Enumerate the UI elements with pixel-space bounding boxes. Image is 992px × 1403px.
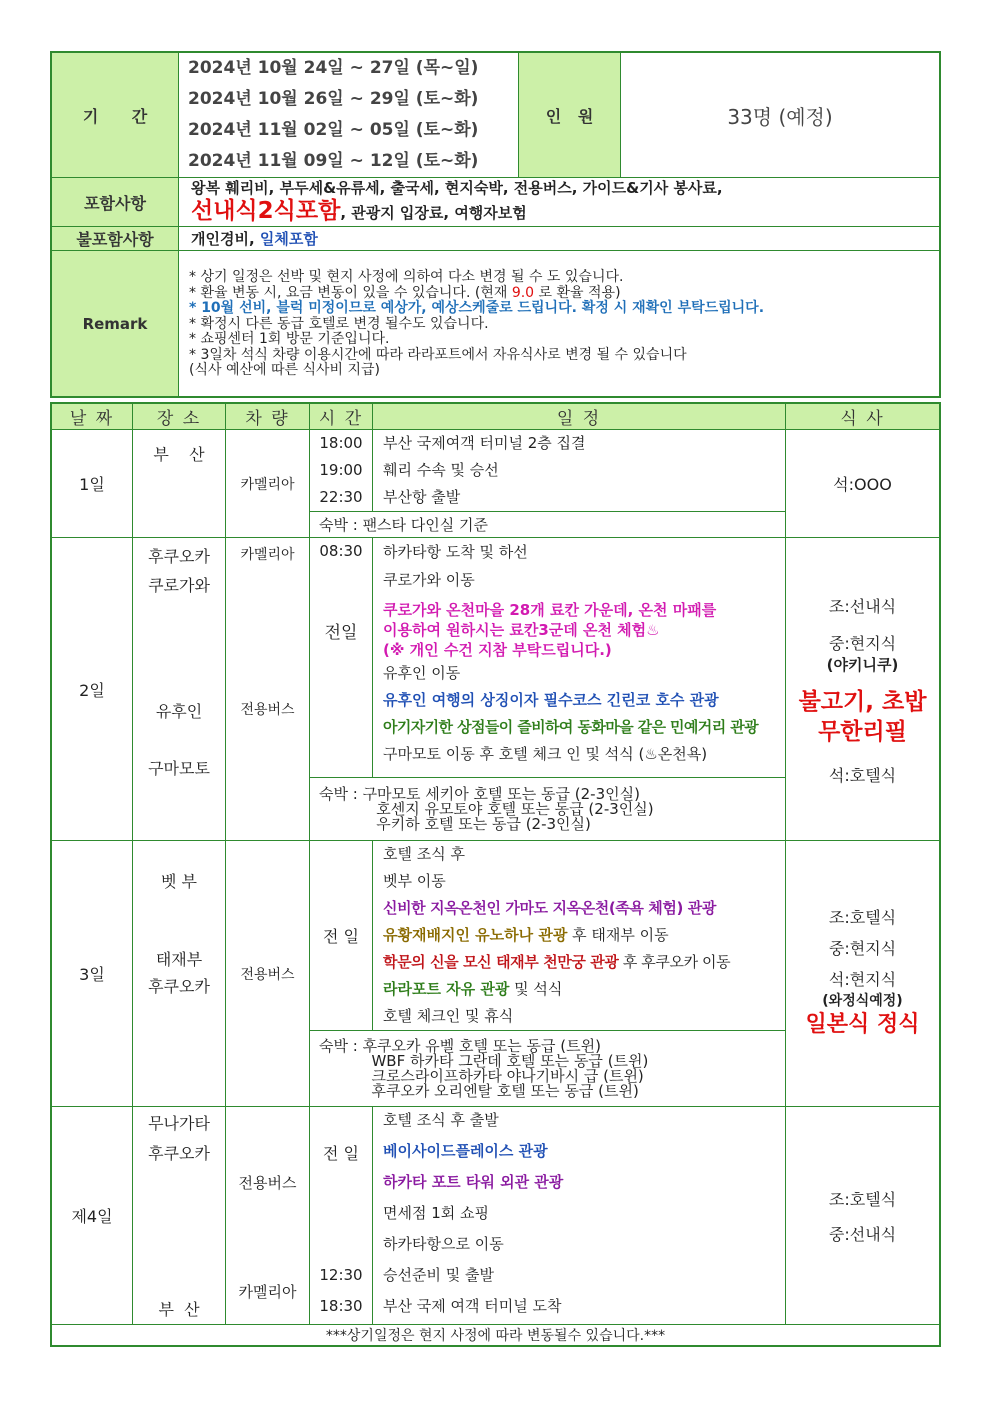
day2-act-6: 아기자기한 상점들이 즐비하여 동화마을 같은 민예거리 관광 [383, 718, 758, 736]
day2-vehicle-1: 카멜리아 [240, 547, 295, 563]
period-label: 기 간 [52, 53, 179, 178]
day2-stay-1: 숙박 : 구마모토 세키아 호텔 또는 동급 (2-3인실) [319, 785, 640, 803]
day4-meal-cell [786, 1107, 940, 1325]
day2-label: 2일 [52, 538, 133, 841]
period-list [179, 53, 519, 178]
day2-act-3b: 이용하여 원하시는 료칸3군데 온천 체험♨ [383, 621, 660, 639]
day1-act-2: 훼리 수속 및 승선 [383, 461, 499, 479]
day2-vehicle-2: 전용버스 [240, 702, 295, 718]
day3-meal-lunch: 중:현지식 [828, 939, 897, 958]
included-rest: , 관광지 입장료, 여행자보험 [340, 204, 527, 222]
day1-label: 1일 [52, 430, 133, 538]
day2-act-3a: 쿠로가와 온천마을 28개 료칸 가운데, 온천 마패를 [383, 601, 717, 619]
day2-vehicle-cell [226, 538, 310, 841]
day3-meal-cell [786, 841, 940, 1107]
included-line2 [179, 198, 939, 226]
day1-meal: 석:OOO [786, 430, 940, 538]
day2-acts [373, 538, 786, 778]
remark-blue: * 10월 선비, 블럭 미정이므로 예상가, 예상스케줄로 드립니다. 확정 시 재확인 부탁드립니다. [189, 300, 765, 317]
day4-label: 제4일 [52, 1107, 133, 1325]
day3-label: 3일 [52, 841, 133, 1107]
day4-vehicle-2: 카멜리아 [238, 1283, 297, 1301]
day3-act-3: 신비한 지옥온천인 가마도 지옥온천(족욕 체험) 관광 [383, 899, 716, 917]
remark-rate-num: 9.0 [511, 284, 535, 301]
day4-place-2: 후쿠오카 [148, 1144, 210, 1163]
day4-place-cell [133, 1107, 226, 1325]
day4-meal-breakfast: 조:호텔식 [828, 1189, 897, 1209]
period-4: 2024년 11월 09일 ~ 12일 (토~화) [188, 151, 479, 171]
day2-act-5: 유후인 여행의 상징이자 필수코스 긴린코 호수 관광 [383, 691, 719, 709]
excluded-label: 불포함사항 [52, 227, 179, 251]
day1-place-cell [133, 430, 226, 538]
day3-place-1: 벳 부 [161, 872, 197, 891]
day3-place-3: 후쿠오카 [148, 977, 210, 996]
day3-vehicle: 전용버스 [226, 841, 310, 1107]
day3-meal-dinner-note: (와정식예정) [822, 993, 903, 1009]
day4-acts [373, 1107, 786, 1325]
day4-act-7: 부산 국제 여객 터미널 도착 [383, 1297, 562, 1315]
header-meal: 식 사 [786, 404, 940, 430]
day3-place-2: 태재부 [155, 950, 203, 969]
day3-act-6-rest: 및 석식 [509, 980, 563, 998]
day3-stay [310, 1031, 786, 1107]
day1-times [310, 430, 373, 512]
day2-time-2: 전일 [324, 623, 358, 643]
day4-vehicle-cell [226, 1107, 310, 1325]
day1-act-3: 부산항 출발 [383, 488, 461, 506]
day4-place-3: 부 산 [158, 1300, 200, 1319]
schedule-footer: ***상기일정은 현지 사정에 따라 변동될수 있습니다.*** [52, 1325, 940, 1346]
remark-rate-post: 로 환율 적용) [534, 284, 621, 301]
day2-place-cell [133, 538, 226, 841]
people-value: 33명 (예정) [621, 53, 940, 178]
included-cell [179, 178, 940, 227]
day2-act-7: 구마모토 이동 후 호텔 체크 인 및 석식 (♨온천욕) [383, 745, 708, 763]
day2-stay [310, 778, 786, 841]
day1-time-2: 19:00 [319, 461, 363, 479]
day2-meal-breakfast: 조:선내식 [828, 597, 897, 616]
day3-stay-1: 숙박 : 후쿠오카 유벨 호텔 또는 동급 (트윈) [319, 1037, 601, 1055]
header-vehicle: 차 량 [226, 404, 310, 430]
day3-place-cell [133, 841, 226, 1107]
people-label: 인 원 [519, 53, 621, 178]
excluded-highlight: 일체포함 [259, 230, 318, 248]
day2-meal-dinner: 석:호텔식 [828, 766, 897, 785]
day2-time-cell [310, 538, 373, 778]
day2-act-1: 하카타항 도착 및 하선 [383, 543, 528, 561]
day4-meal-lunch: 중:선내식 [828, 1224, 897, 1244]
day3-acts [373, 841, 786, 1031]
remark-label: Remark [52, 251, 179, 397]
day1-time-3: 22:30 [319, 488, 363, 506]
day3-act-5-hl: 학문의 신을 모신 태재부 천만궁 관광 [383, 953, 619, 971]
header-time: 시 간 [310, 404, 373, 430]
day3-act-6 [373, 976, 785, 1003]
day2-meal-lunch: 중:현지식 [828, 634, 897, 653]
day2-meal-lunch-note: (야키니쿠) [826, 656, 899, 674]
day3-act-7: 호텔 체크인 및 휴식 [383, 1007, 514, 1025]
day2-place-1: 후쿠오카 [148, 547, 210, 566]
day3-act-5-rest: 후 후쿠오카 이동 [618, 953, 731, 971]
day2-time-1: 08:30 [319, 542, 363, 560]
day2-act-4: 유후인 이동 [383, 664, 461, 682]
day4-vehicle-1: 전용버스 [238, 1174, 297, 1192]
day2-meal-cell [786, 538, 940, 841]
day3-act-6-hl: 라라포트 자유 관광 [383, 980, 510, 998]
day3-act-5 [373, 949, 785, 976]
included-line1: 왕복 훼리비, 부두세&유류세, 출국세, 현지숙박, 전용버스, 가이드&기사 봉사료, [191, 179, 723, 197]
header-place: 장 소 [133, 404, 226, 430]
header-date: 날 짜 [52, 404, 133, 430]
day1-time-1: 18:00 [319, 434, 363, 452]
info-table [51, 52, 940, 397]
day4-time-3: 18:30 [319, 1297, 363, 1315]
day3-meal-breakfast: 조:호텔식 [828, 908, 897, 927]
remark-4: * 3일차 석식 차량 이용시간에 따라 라라포트에서 자유식사로 변경 될 수 있습니다 [189, 346, 687, 363]
day3-act-2: 벳부 이동 [383, 872, 446, 890]
remark-rate [189, 286, 939, 302]
day4-act-1: 호텔 조식 후 출발 [383, 1111, 499, 1129]
day4-time-2: 12:30 [319, 1266, 363, 1284]
day2-meal-highlight-2: 무한리필 [818, 719, 907, 745]
remark-2: * 확정시 다른 동급 호텔로 변경 될수도 있습니다. [189, 315, 489, 332]
remark-5: (식사 예산에 따른 식사비 지급) [189, 362, 381, 379]
day3-act-4 [373, 922, 785, 949]
period-3: 2024년 11월 02일 ~ 05일 (토~화) [188, 120, 479, 140]
day1-stay: 숙박 : 팬스타 다인실 기준 [310, 512, 786, 538]
day3-meal-highlight: 일본식 정식 [805, 1012, 920, 1037]
day3-stay-3: 크로스라이프하카타 야나기바시 급 (트윈) [319, 1067, 644, 1085]
day3-stay-2: WBF 하카타 그란데 호텔 또는 동급 (트윈) [319, 1052, 649, 1070]
excluded-cell [179, 227, 940, 251]
day3-act-4-rest: 후 태재부 이동 [567, 926, 669, 944]
day4-act-5: 하카타항으로 이동 [383, 1235, 504, 1253]
remark-1: * 상기 일정은 선박 및 현지 사정에 의하여 다소 변경 될 수 도 있습니다. [189, 269, 624, 286]
day3-meal-dinner: 석:현지식 [828, 970, 897, 989]
day3-act-4-hl: 유황재배지인 유노하나 관광 [383, 926, 568, 944]
remark-3: * 쇼핑센터 1회 방문 기준입니다. [189, 331, 390, 348]
day4-act-4: 면세점 1회 쇼핑 [383, 1204, 490, 1222]
included-label: 포함사항 [52, 178, 179, 227]
day3-stay-4: 후쿠오카 오리엔탈 호텔 또는 동급 (트윈) [319, 1082, 639, 1100]
header-itinerary: 일 정 [373, 404, 786, 430]
period-1: 2024년 10월 24일 ~ 27일 (목~일) [188, 58, 479, 78]
day1-place: 부 산 [153, 445, 205, 464]
day1-acts [373, 430, 786, 512]
period-2: 2024년 10월 26일 ~ 29일 (토~화) [188, 89, 479, 109]
day4-place-1: 무나가타 [148, 1114, 210, 1133]
day2-stay-3: 우키하 호텔 또는 동급 (2-3인실) [319, 815, 591, 833]
day1-act-1: 부산 국제여객 터미널 2층 집결 [383, 434, 586, 452]
schedule-table [51, 403, 940, 1346]
day4-act-6: 승선준비 및 출발 [383, 1266, 494, 1284]
excluded-text: 개인경비, [191, 230, 260, 248]
day3-act-1: 호텔 조식 후 [383, 845, 465, 863]
day4-time-cell [310, 1107, 373, 1325]
remark-cell [179, 251, 940, 397]
included-highlight: 선내식2식포함 [191, 198, 341, 224]
day4-time-1: 전 일 [323, 1144, 359, 1163]
day3-time: 전 일 [310, 841, 373, 1031]
day4-act-3: 하카타 포트 타워 외관 관광 [383, 1173, 564, 1191]
day2-place-4: 구마모토 [148, 759, 210, 778]
day2-place-2: 쿠로가와 [148, 576, 210, 595]
day1-vehicle: 카멜리아 [226, 430, 310, 538]
remark-rate-pre: * 환율 변동 시, 요금 변동이 있을 수 있습니다. (현재 [189, 284, 512, 301]
day2-act-2: 쿠로가와 이동 [383, 571, 475, 589]
day2-act-3c: (※ 개인 수건 지참 부탁드립니다.) [383, 641, 612, 659]
day4-act-2: 베이사이드플레이스 관광 [383, 1142, 548, 1160]
day2-meal-highlight-1: 불고기, 초밥 [798, 689, 927, 715]
day2-place-3: 유후인 [155, 702, 203, 721]
day2-stay-2: 호센지 유모토야 호텔 또는 동급 (2-3인실) [319, 800, 654, 818]
